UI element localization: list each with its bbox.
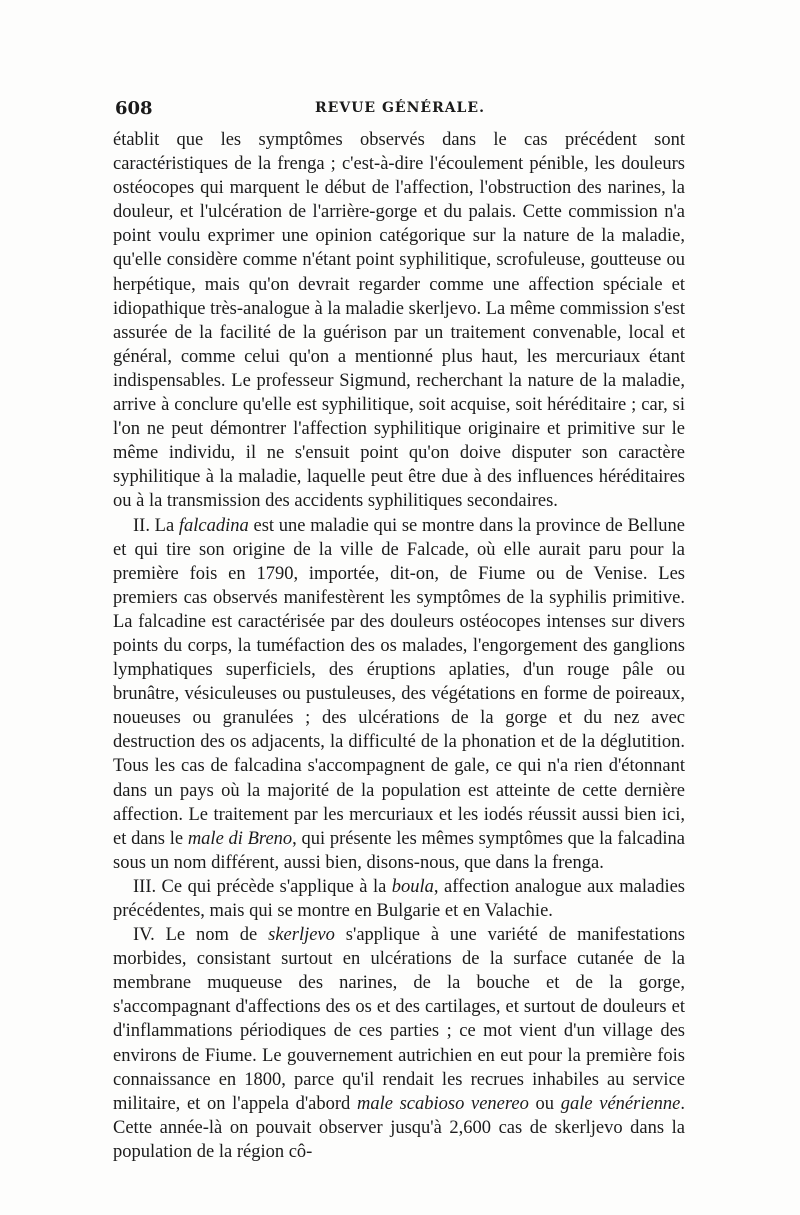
italic-term: gale vénérienne (560, 1093, 681, 1114)
italic-term: male scabioso venereo (356, 1093, 529, 1114)
page-number: 608 (115, 98, 153, 119)
paragraph (113, 514, 685, 875)
running-title: REVUE GÉNÉRALE. (315, 100, 485, 116)
text-run: , affection analogue aux maladies précédentes, mais qui se montre en Bulgarie et en Valachie. (113, 876, 685, 921)
text-run: , qui présente les mêmes symptômes que la falcadina sous un nom différent, aussi bien, disons-nous, que dans la frenga. (113, 828, 685, 873)
text-run: II. La (133, 515, 179, 536)
paragraph (113, 875, 685, 923)
italic-term: skerljevo (268, 925, 335, 946)
text-run: s'applique à une variété de manifestations morbides, consistant surtout en ulcérations de la surface cutanée de la membrane muqueuse des narines, de la bouche et de la gorge, s'accompagnant d'affections des os et des cartilages, et surtout de douleurs et d'inflammations périodiques de ces parties ; ce mot vient d'un village des environs de Fiume. Le gouvernement autrichien en eut pour la première fois connaissance en 1800, parce qu'il rendait les recrues inhabiles au service militaire, et on l'appela d'abord (113, 925, 685, 1114)
text-run: . Cette année-là on pouvait observer jusqu'à 2,600 cas de skerljevo dans la population de la région cô- (113, 1093, 686, 1162)
text-run: III. Ce qui précède s'applique à la (133, 876, 392, 897)
paragraph (113, 923, 685, 1164)
italic-term: boula (391, 876, 434, 897)
text-run: établit que les symptômes observés dans le cas précédent sont caractéristiques de la frenga ; c'est-à-dire l'écoulement pénible, les douleurs ostéocopes qui marquent le début de l'affection, l'obstruction des narines, la douleur, et l'ulcération de l'arrière-gorge et du palais. Cette commission n'a point voulu exprimer une opinion catégorique sur la nature de la maladie, qu'elle considère comme n'étant point syphilitique, scrofuleuse, goutteuse ou herpétique, mais qu'on devrait regarder comme une affection spéciale et idiopathique très-analogue à la maladie skerljevo. La même commission s'est assurée de la facilité de la guérison par un traitement convenable, local et général, comme celui qu'on a mentionné plus haut, les mercuriaux étant indispensables. Le professeur Sigmund, recherchant la nature de la maladie, arrive à conclure qu'elle est syphilitique, soit acquise, soit héréditaire ; car, si l'on ne peut démontrer l'affection syphilitique originaire et primitive sur le même individu, il ne s'ensuit point qu'on doive disputer son caractère syphilitique à la maladie, laquelle peut être due à des influences héréditaires ou à la transmission des accidents syphilitiques secondaires. (113, 130, 685, 512)
italic-term: male di Breno (187, 828, 293, 849)
running-head (115, 98, 685, 124)
text-run: ou (528, 1093, 561, 1114)
paragraph (113, 128, 685, 514)
text-run: IV. Le nom de (133, 925, 269, 946)
body-text (113, 128, 685, 1164)
text-run: est une maladie qui se montre dans la province de Bellune et qui tire son origine de la ville de Falcade, où elle aurait paru pour la première fois en 1790, importée, dit-on, de Fiume ou de Venise. Les premiers cas observés manifestèrent les symptômes de la syphilis primitive. La falcadine est caractérisée par des douleurs ostéocopes intenses sur divers points du corps, la tuméfaction des os malades, l'engorgement des ganglions lymphatiques superficiels, des éruptions aplaties, d'un rouge pâle ou brunâtre, vésiculeuses ou pustuleuses, des végétations en forme de poireaux, noueuses ou granulées ; des ulcérations de la gorge et du nez avec destruction des os adjacents, la difficulté de la phonation et de la déglutition. Tous les cas de falcadina s'accompagnent de gale, ce qui n'a rien d'étonnant dans un pays où la majorité de la population est atteinte de cette dernière affection. Le traitement par les mercuriaux et les iodés réussit aussi bien ici, et dans le (113, 515, 685, 849)
italic-term: falcadina (178, 515, 249, 536)
